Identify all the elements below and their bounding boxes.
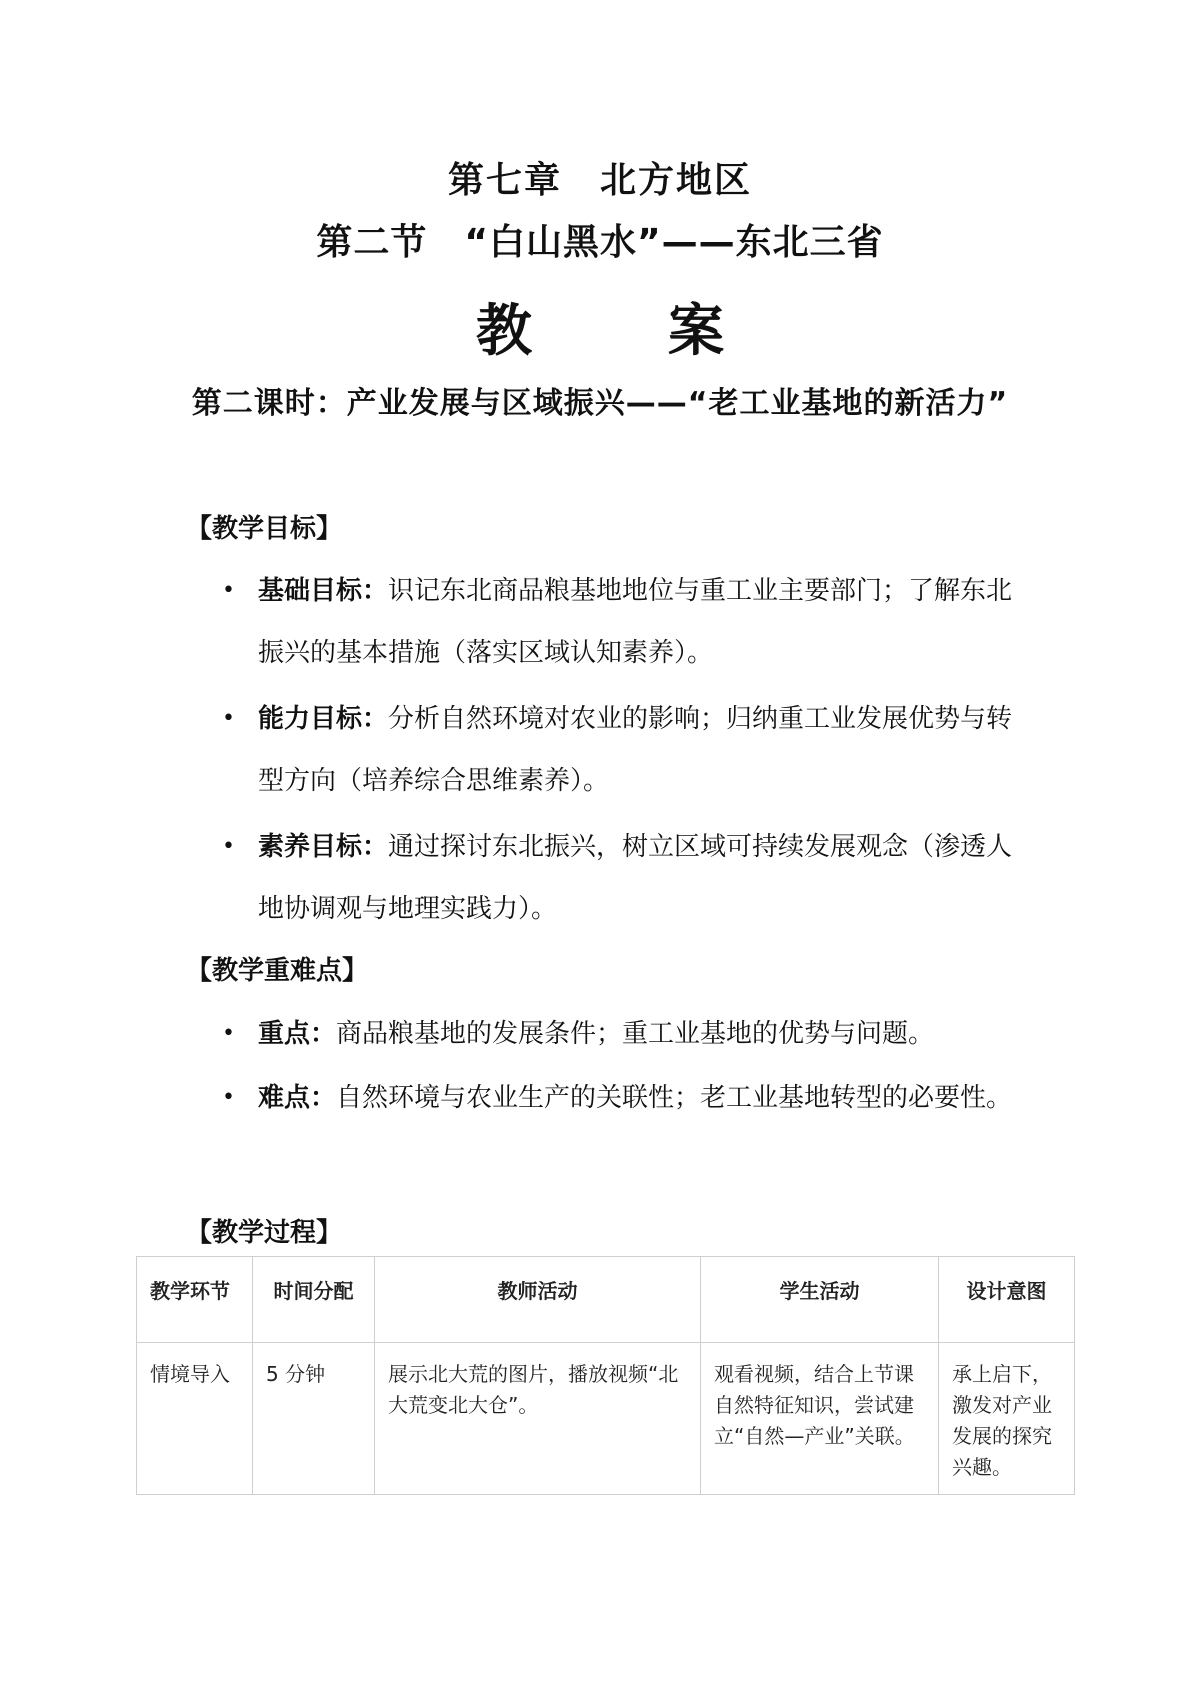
teaching-goals-heading: 【教学目标】 [186, 514, 343, 544]
bullet-icon: • [222, 578, 235, 603]
lesson-title: 第二课时：产业发展与区域振兴——“老工业基地的新活力” [191, 386, 1009, 421]
key-point-text: 自然环境与农业生产的关联性；老工业基地转型的必要性。 [336, 1083, 1013, 1113]
goal-item [222, 560, 1038, 684]
bullet-icon: • [222, 706, 235, 731]
bullet-icon: • [222, 1085, 235, 1110]
key-points-heading: 【教学重难点】 [186, 956, 369, 986]
goal-label: 素养目标： [258, 832, 389, 862]
key-point-label: 重点： [258, 1019, 337, 1049]
teaching-process-heading: 【教学过程】 [186, 1218, 343, 1248]
document-type-title: 教 案 [476, 299, 764, 364]
key-point-label: 难点： [258, 1083, 337, 1113]
goal-text: 分析自然环境对农业的影响；归纳重工业发展优势与转型方向（培养综合思维素养）。 [258, 704, 1013, 796]
table-row [137, 1343, 1075, 1495]
cell-time: 5 分钟 [253, 1343, 375, 1495]
goal-text: 通过探讨东北振兴，树立区域可持续发展观念（渗透人地协调观与地理实践力）。 [258, 832, 1013, 924]
column-header-stage: 教学环节 [137, 1257, 253, 1343]
goal-text: 识记东北商品粮基地地位与重工业主要部门；了解东北振兴的基本措施（落实区域认知素养）。 [258, 576, 1013, 668]
bullet-icon: • [222, 1021, 235, 1046]
chapter-title: 第七章 北方地区 [447, 160, 752, 201]
cell-design-intent: 承上启下，激发对产业发展的探究兴趣。 [939, 1343, 1075, 1495]
teaching-process-table [136, 1256, 1075, 1495]
bullet-icon: • [222, 834, 235, 859]
key-point-item [222, 1003, 1038, 1065]
key-points-list [222, 1003, 1038, 1131]
teaching-goals-list [222, 560, 1038, 944]
goal-label: 能力目标： [258, 704, 389, 734]
cell-teacher-activity: 展示北大荒的图片，播放视频“北大荒变北大仓”。 [375, 1343, 701, 1495]
key-point-item [222, 1067, 1038, 1129]
column-header-design-intent: 设计意图 [939, 1257, 1075, 1343]
goal-item [222, 816, 1038, 940]
key-point-text: 商品粮基地的发展条件；重工业基地的优势与问题。 [336, 1019, 935, 1049]
cell-stage: 情境导入 [137, 1343, 253, 1495]
goal-item [222, 688, 1038, 812]
column-header-student-activity: 学生活动 [701, 1257, 939, 1343]
section-title: 第二节 “白山黑水”——东北三省 [316, 222, 884, 263]
goal-label: 基础目标： [258, 576, 389, 606]
column-header-time: 时间分配 [253, 1257, 375, 1343]
table-header-row [137, 1257, 1075, 1343]
cell-student-activity: 观看视频，结合上节课自然特征知识，尝试建立“自然—产业”关联。 [701, 1343, 939, 1495]
column-header-teacher-activity: 教师活动 [375, 1257, 701, 1343]
